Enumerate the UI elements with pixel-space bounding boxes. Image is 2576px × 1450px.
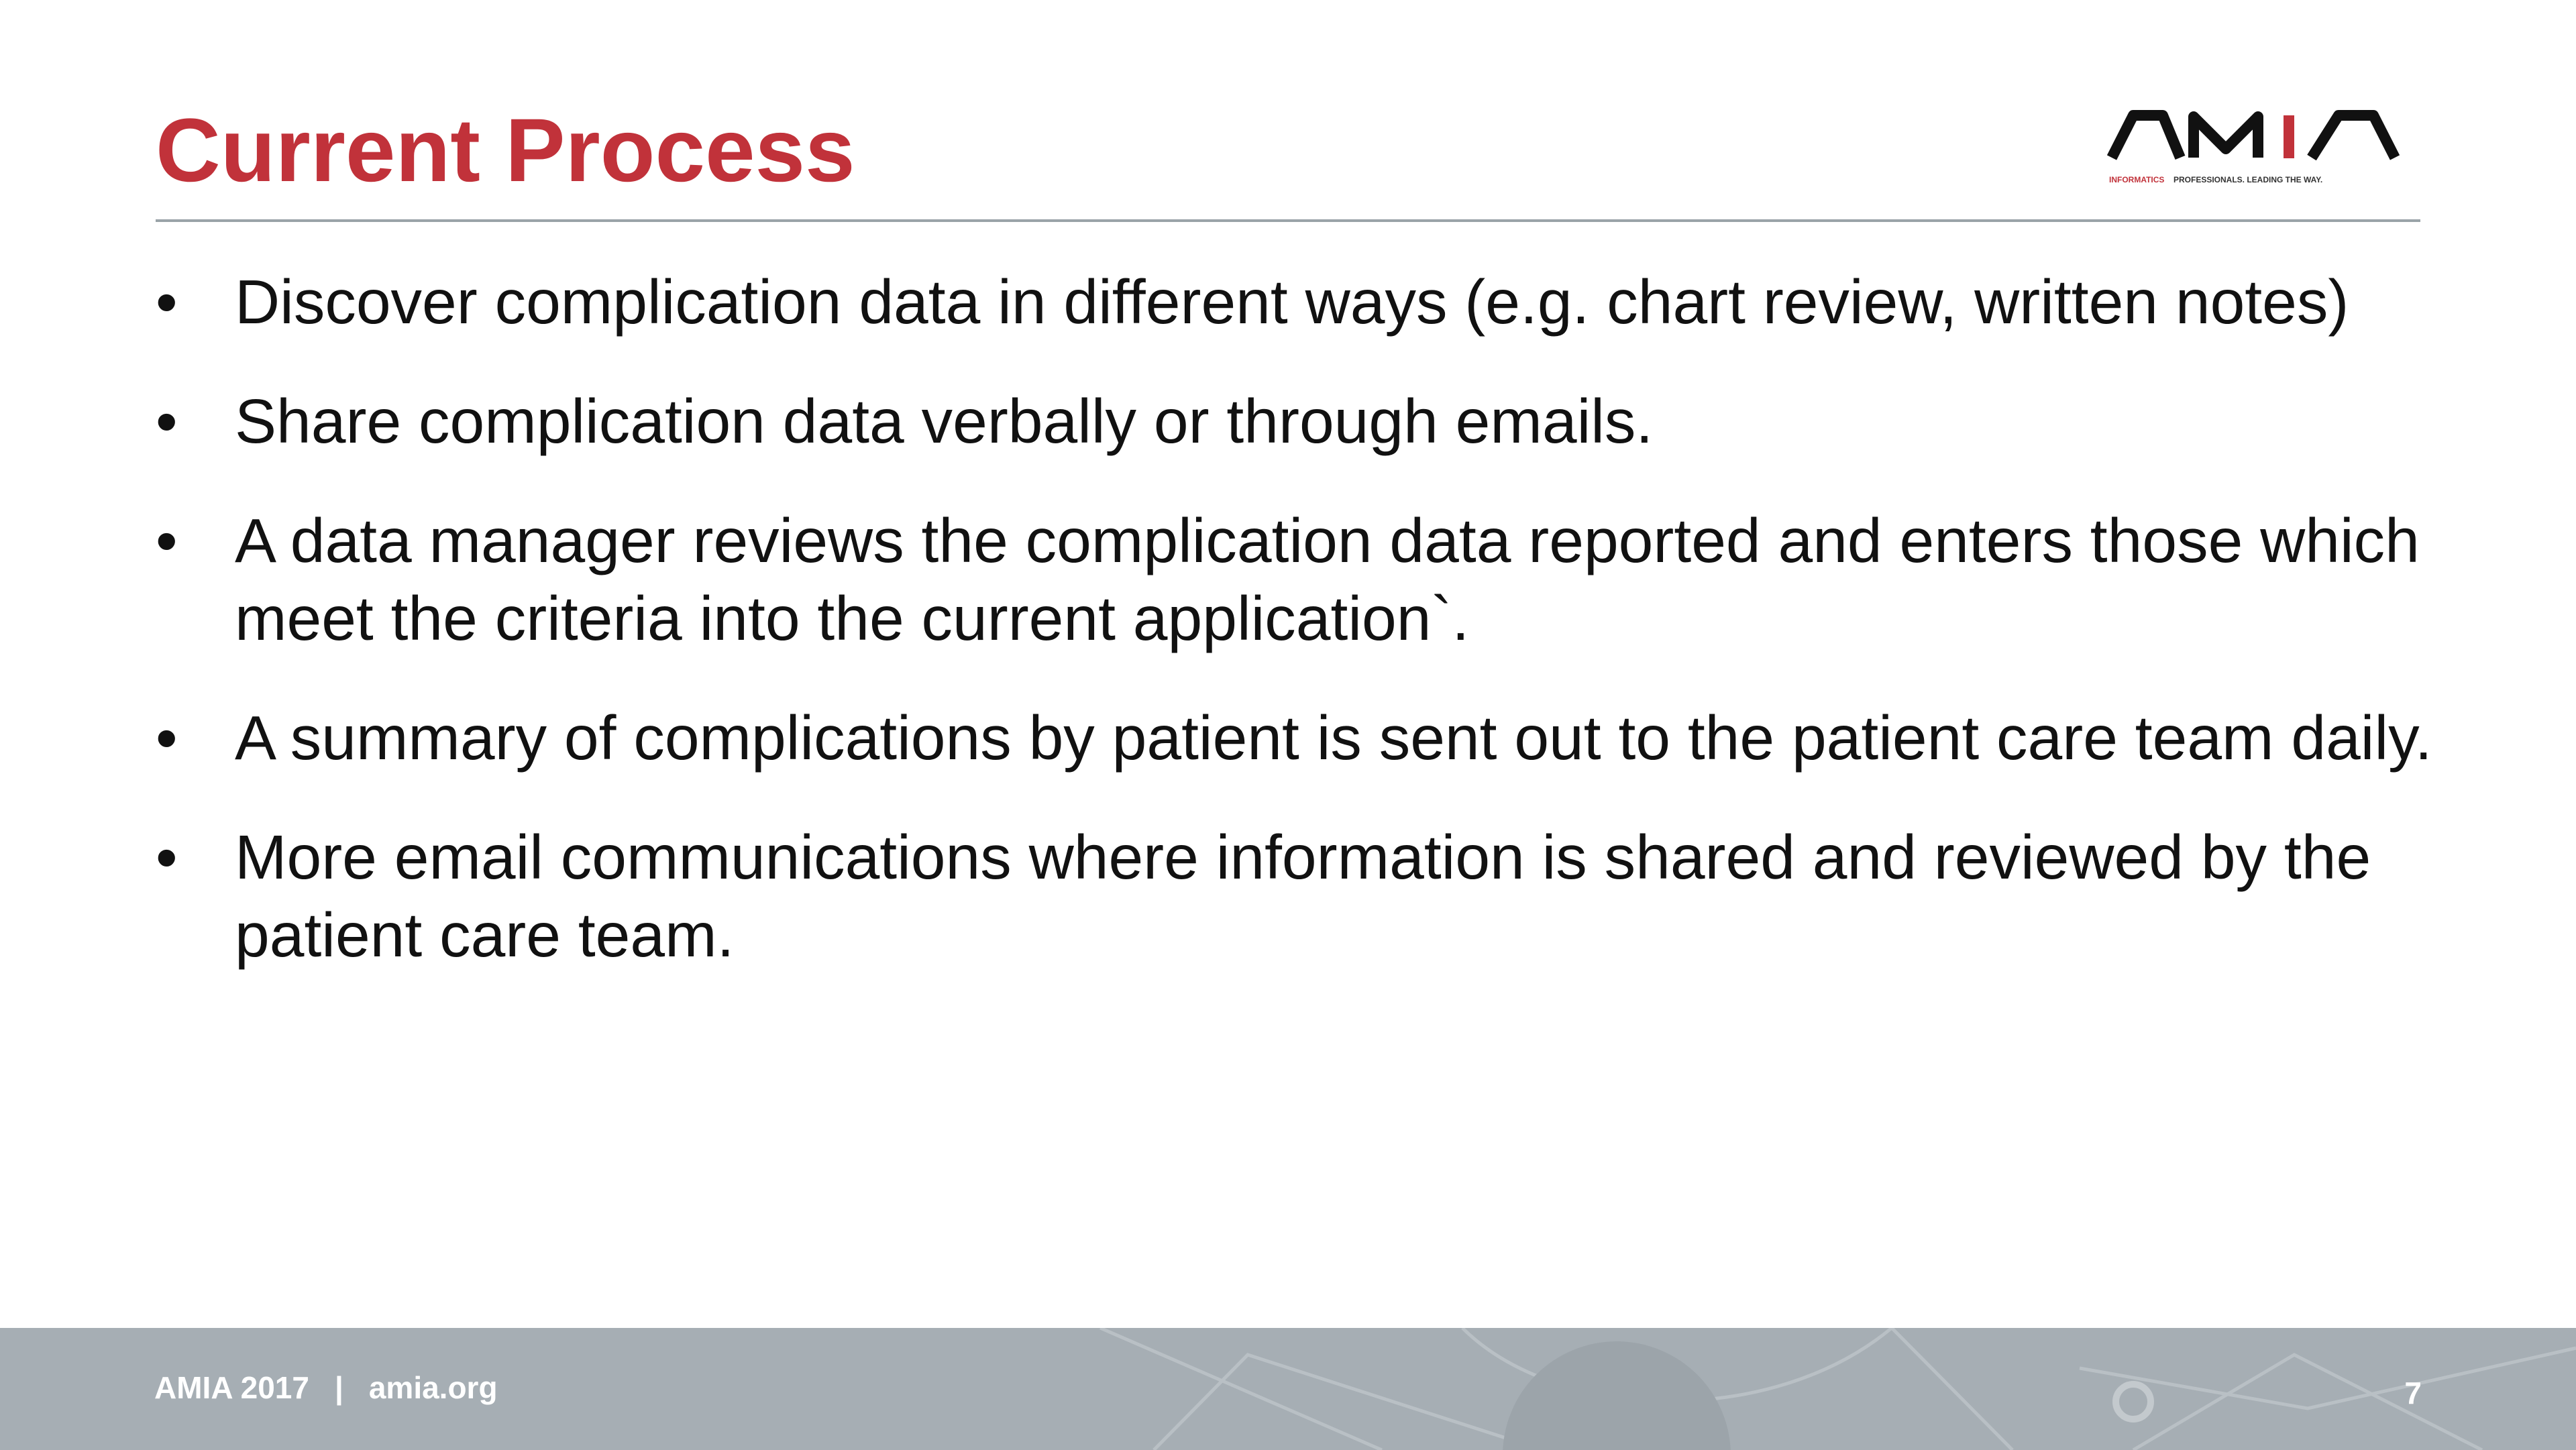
bullet-text: A summary of complications by patient is sent out to the patient care team daily.: [235, 703, 2432, 773]
bullet-item: [156, 818, 2450, 974]
bullet-item: [156, 699, 2450, 777]
bullet-marker: •: [156, 267, 178, 337]
bullet-list: [156, 263, 2450, 1015]
amia-logo-graphic: [2106, 107, 2422, 191]
slide-footer: [0, 1328, 2576, 1450]
title-divider: [156, 219, 2420, 222]
footer-separator: |: [334, 1370, 343, 1405]
bullet-marker: •: [156, 822, 178, 892]
bullet-text: Discover complication data in different ways (e.g. chart review, written notes): [235, 267, 2349, 337]
footer-site-link[interactable]: amia.org: [368, 1370, 498, 1405]
bullet-marker: •: [156, 703, 178, 773]
slide-title: Current Process: [156, 101, 855, 201]
bullet-text: More email communications where information is shared and reviewed by the patient care team.: [235, 822, 2389, 970]
page-number: 7: [2404, 1376, 2422, 1410]
amia-logo: [2106, 107, 2422, 191]
footer-event: AMIA 2017: [154, 1370, 309, 1405]
logo-tagline-dark: PROFESSIONALS. LEADING THE WAY.: [2174, 175, 2323, 184]
bullet-text: A data manager reviews the complication data reported and enters those which meet the criteria into the current application`.: [235, 506, 2437, 653]
bullet-item: [156, 382, 2450, 460]
bullet-text: Share complication data verbally or through emails.: [235, 386, 1654, 456]
logo-tagline-red: INFORMATICS: [2109, 175, 2165, 184]
bullet-item: [156, 263, 2450, 341]
bullet-item: [156, 502, 2450, 657]
bullet-marker: •: [156, 506, 178, 575]
bullet-marker: •: [156, 386, 178, 456]
footer-credit: [154, 1370, 498, 1406]
